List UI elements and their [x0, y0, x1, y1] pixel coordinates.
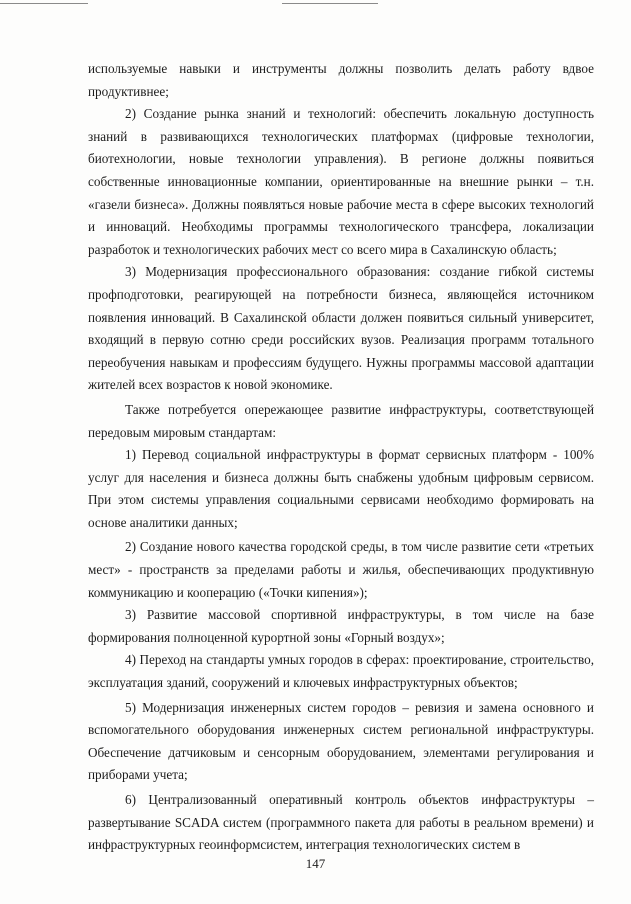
scan-mark-top-center [282, 3, 378, 4]
scan-mark-top-left [0, 3, 88, 4]
paragraph-infra-item-2: 2) Создание нового качества городской среды, в том числе развитие сети «третьих мест» - пространств за пределами работы и жилья, обеспечивающих продуктивную коммуникацию и кооперацию («Точки кипения»); [88, 539, 594, 600]
paragraph-infra-item-1: 1) Перевод социальной инфраструктуры в формат сервисных платформ - 100% услуг для населения и бизнеса должны быть снабжены удобным цифровым сервисом. При этом системы управления социальными сервисами необходимо формировать на основе аналитики данных; [88, 447, 594, 530]
paragraph-item-3-education: 3) Модернизация профессионального образования: создание гибкой системы профподготовки, реагирующей на потребности бизнеса, являющейся источником появления инноваций. В Сахалинской области должен появиться сильный университет, входящий в первую сотню среди российских вузов. Реализация программ тотального переобучения навыкам и профессиям будущего. Нужны программы массовой адаптации жителей всех возрастов к новой экономике. [88, 264, 594, 393]
paragraph-infrastructure-intro: Также потребуется опережающее развитие инфраструктуры, соответствующей передовым мировым стандартам: [88, 401, 594, 440]
paragraph-infra-item-4: 4) Переход на стандарты умных городов в сферах: проектирование, строительство, эксплуатация зданий, сооружений и ключевых инфраструктурных объектов; [88, 652, 594, 691]
paragraph-continuation: используемые навыки и инструменты должны позволить делать работу вдвое продуктивнее; [88, 61, 594, 99]
paragraph-infra-item-5: 5) Модернизация инженерных систем городов – ревизия и замена основного и вспомогательного оборудования инженерных систем региональной инфраструктуры. Обеспечение датчиковым и сенсорным оборудованием, элементами регулирования и приборами учета; [88, 699, 594, 783]
paragraph-infra-item-6: 6) Централизованный оперативный контроль объектов инфраструктуры – развертывание SCADA систем (программного пакета для работы в реальном времени) и инфраструктурных геоинформсистем, интеграция технологических систем в [88, 792, 594, 853]
document-body [88, 58, 594, 857]
page-number: 147 [305, 856, 326, 871]
paragraph-item-2-knowledge-market: 2) Создание рынка знаний и технологий: обеспечить локальную доступность знаний в развивающихся технологических платформах (цифровые технологии, биотехнологии, новые технологии управления). В регионе должны появиться собственные инновационные компании, ориентированные на внешние рынки – т.н. «газели бизнеса». Должны появляться новые рабочие места в сфере высоких технологий и инноваций. Необходимы программы технологического трансфера, локализации разработок и технологических рабочих мест со всего мира в Сахалинскую область; [88, 106, 594, 257]
paragraph-infra-item-3: 3) Развитие массовой спортивной инфраструктуры, в том числе на базе формирования полноценной курортной зоны «Горный воздух»; [88, 607, 594, 645]
